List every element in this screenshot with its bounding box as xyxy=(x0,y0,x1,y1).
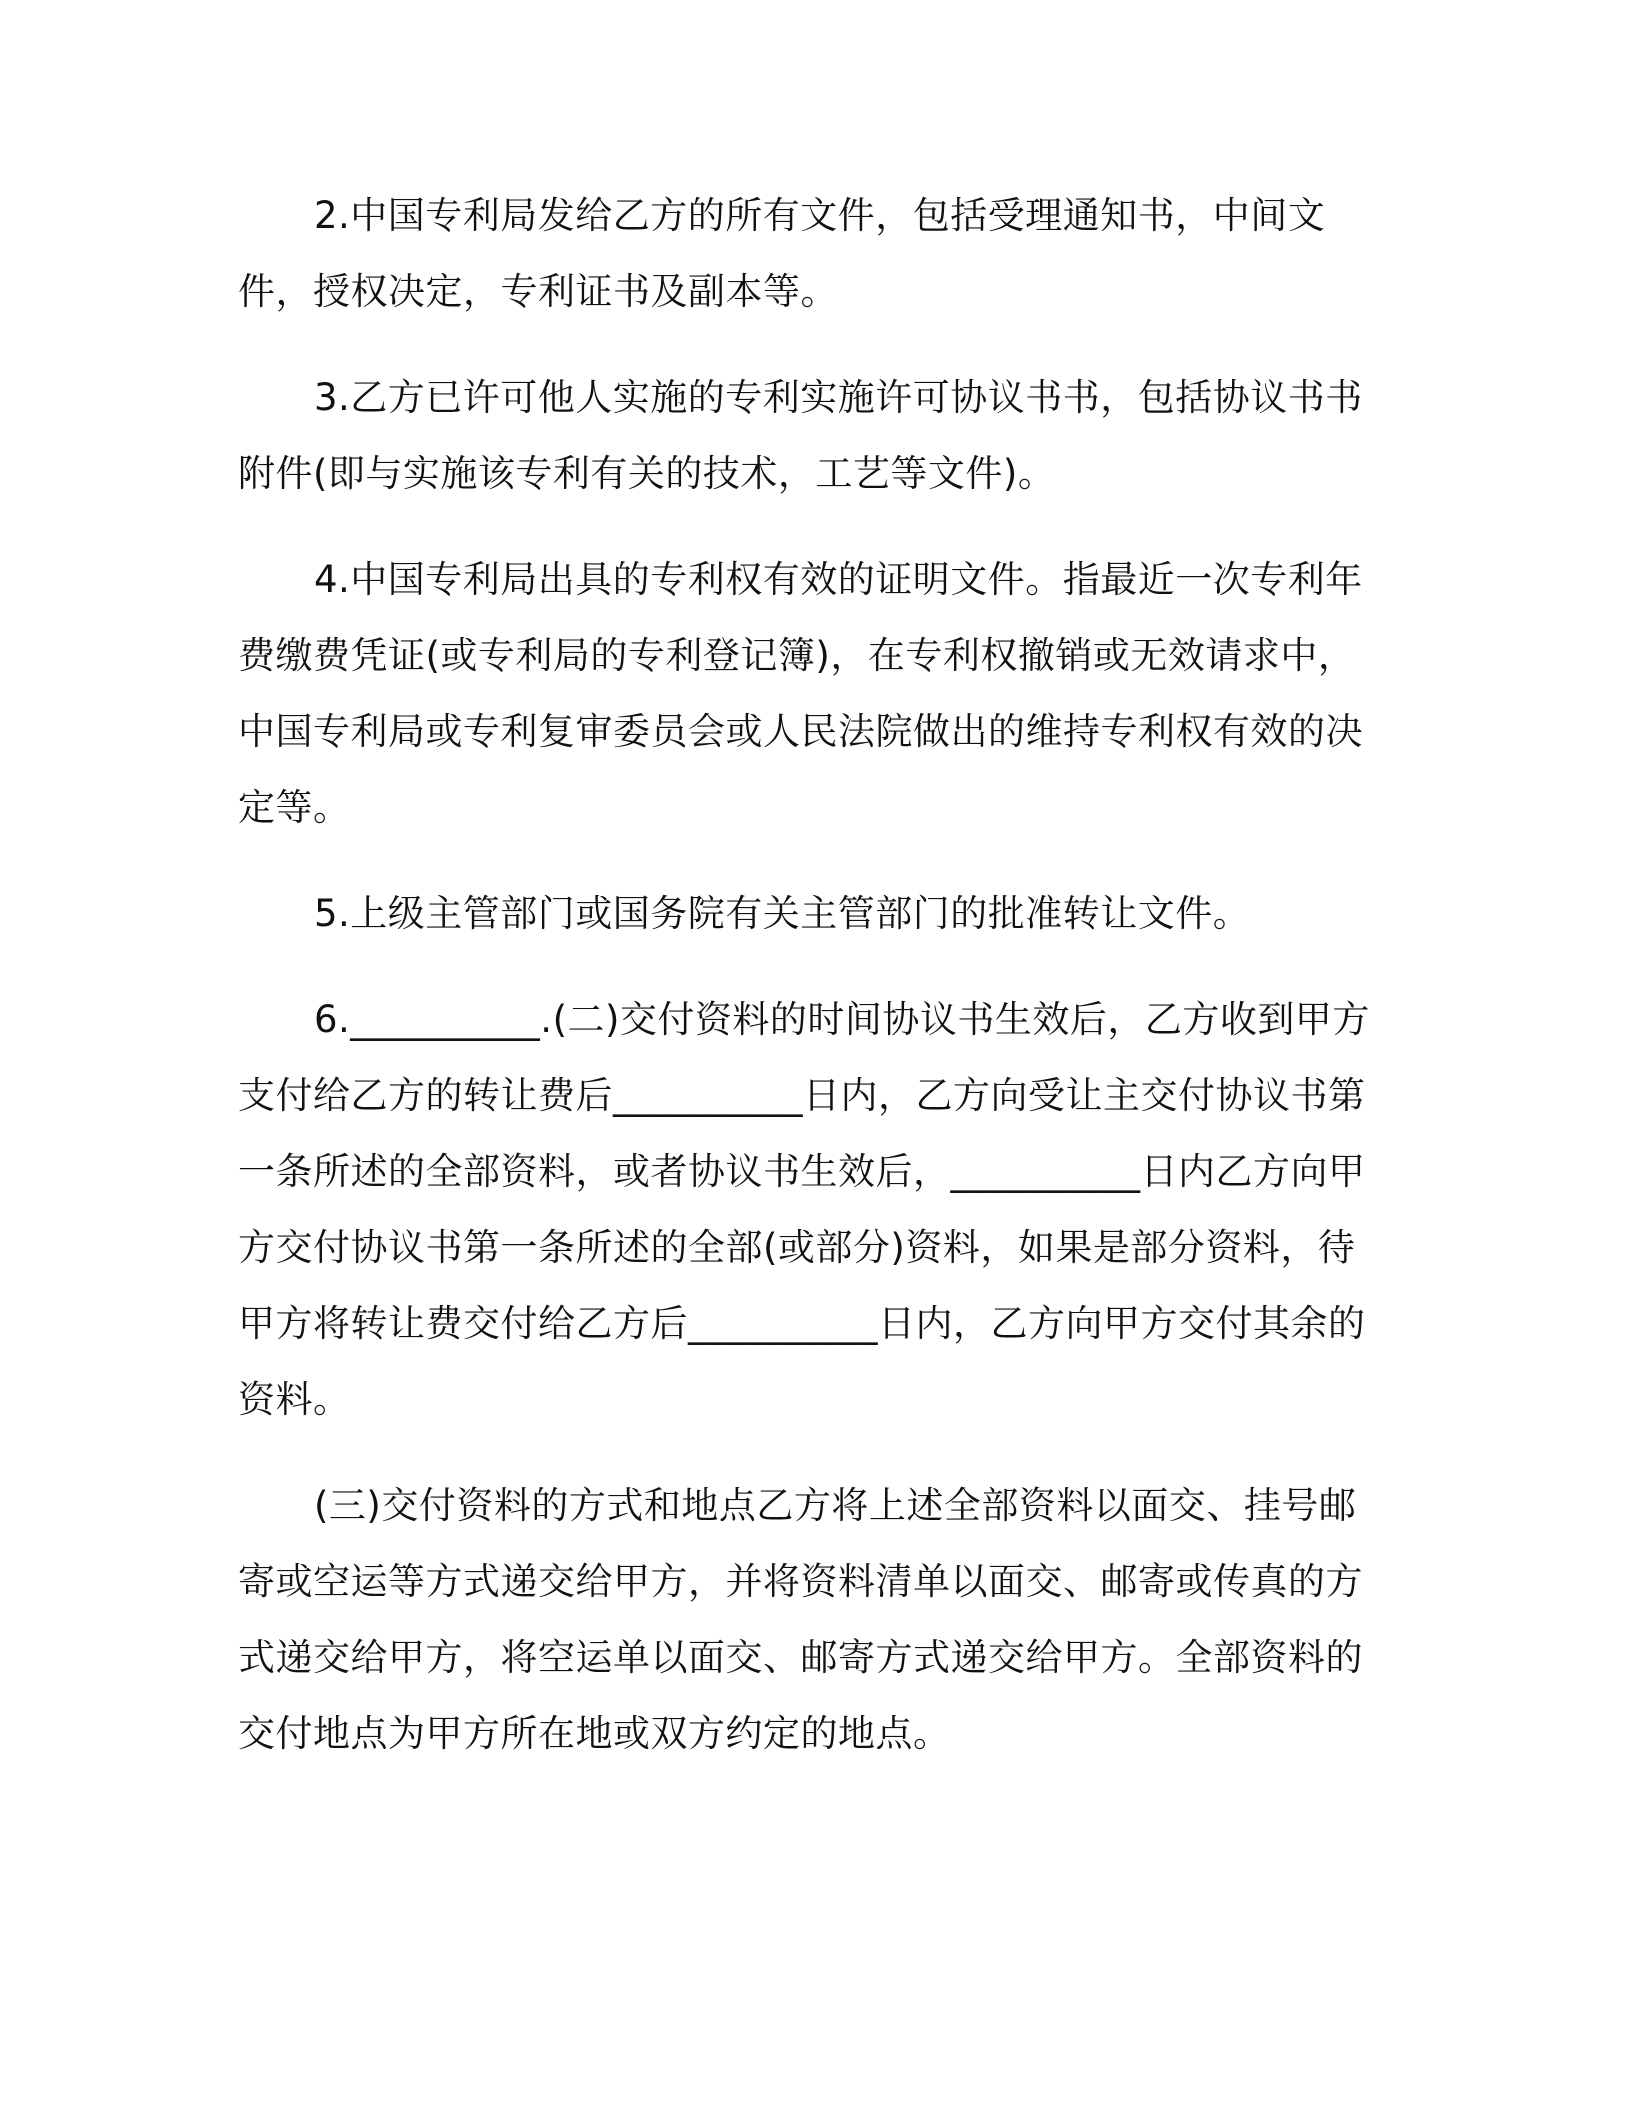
document-body xyxy=(238,178,1378,1772)
paragraph-spacer xyxy=(238,330,1378,360)
paragraph-item-5: 5.上级主管部门或国务院有关主管部门的批准转让文件。 xyxy=(314,892,1251,935)
paragraph-item-4: 4.中国专利局出具的专利权有效的证明文件。指最近一次专利年费缴费凭证(或专利局的专利登记簿)，在专利权撤销或无效请求中，中国专利局或专利复审委员会或人民法院做出的维持专利权有效的决定等。 xyxy=(238,558,1363,829)
paragraph-delivery-method-location: (三)交付资料的方式和地点乙方将上述全部资料以面交、挂号邮寄或空运等方式递交给甲方，并将资料清单以面交、邮寄或传真的方式递交给甲方，将空运单以面交、邮寄方式递交给甲方。全部资料的交付地点为甲方所在地或双方约定的地点。 xyxy=(238,1484,1363,1755)
paragraph-spacer xyxy=(238,1438,1378,1468)
paragraph-item-3: 3.乙方已许可他人实施的专利实施许可协议书书，包括协议书书附件(即与实施该专利有关的技术，工艺等文件)。 xyxy=(238,376,1363,495)
paragraph-item-6-delivery-time: 6.__________.(二)交付资料的时间协议书生效后，乙方收到甲方支付给乙方的转让费后__________日内，乙方向受让主交付协议书第一条所述的全部资料，或者协议书生效后，__________日内乙方向甲方交付协议书第一条所述的全部(或部分)资料，如果是部分资料，待甲方将转让费交付给乙方后__________日内，乙方向甲方交付其余的资料。 xyxy=(238,998,1370,1421)
paragraph-item-2: 2.中国专利局发给乙方的所有文件，包括受理通知书，中间文件，授权决定，专利证书及副本等。 xyxy=(238,194,1326,313)
paragraph-spacer xyxy=(238,846,1378,876)
paragraph-spacer xyxy=(238,512,1378,542)
paragraph-spacer xyxy=(238,952,1378,982)
